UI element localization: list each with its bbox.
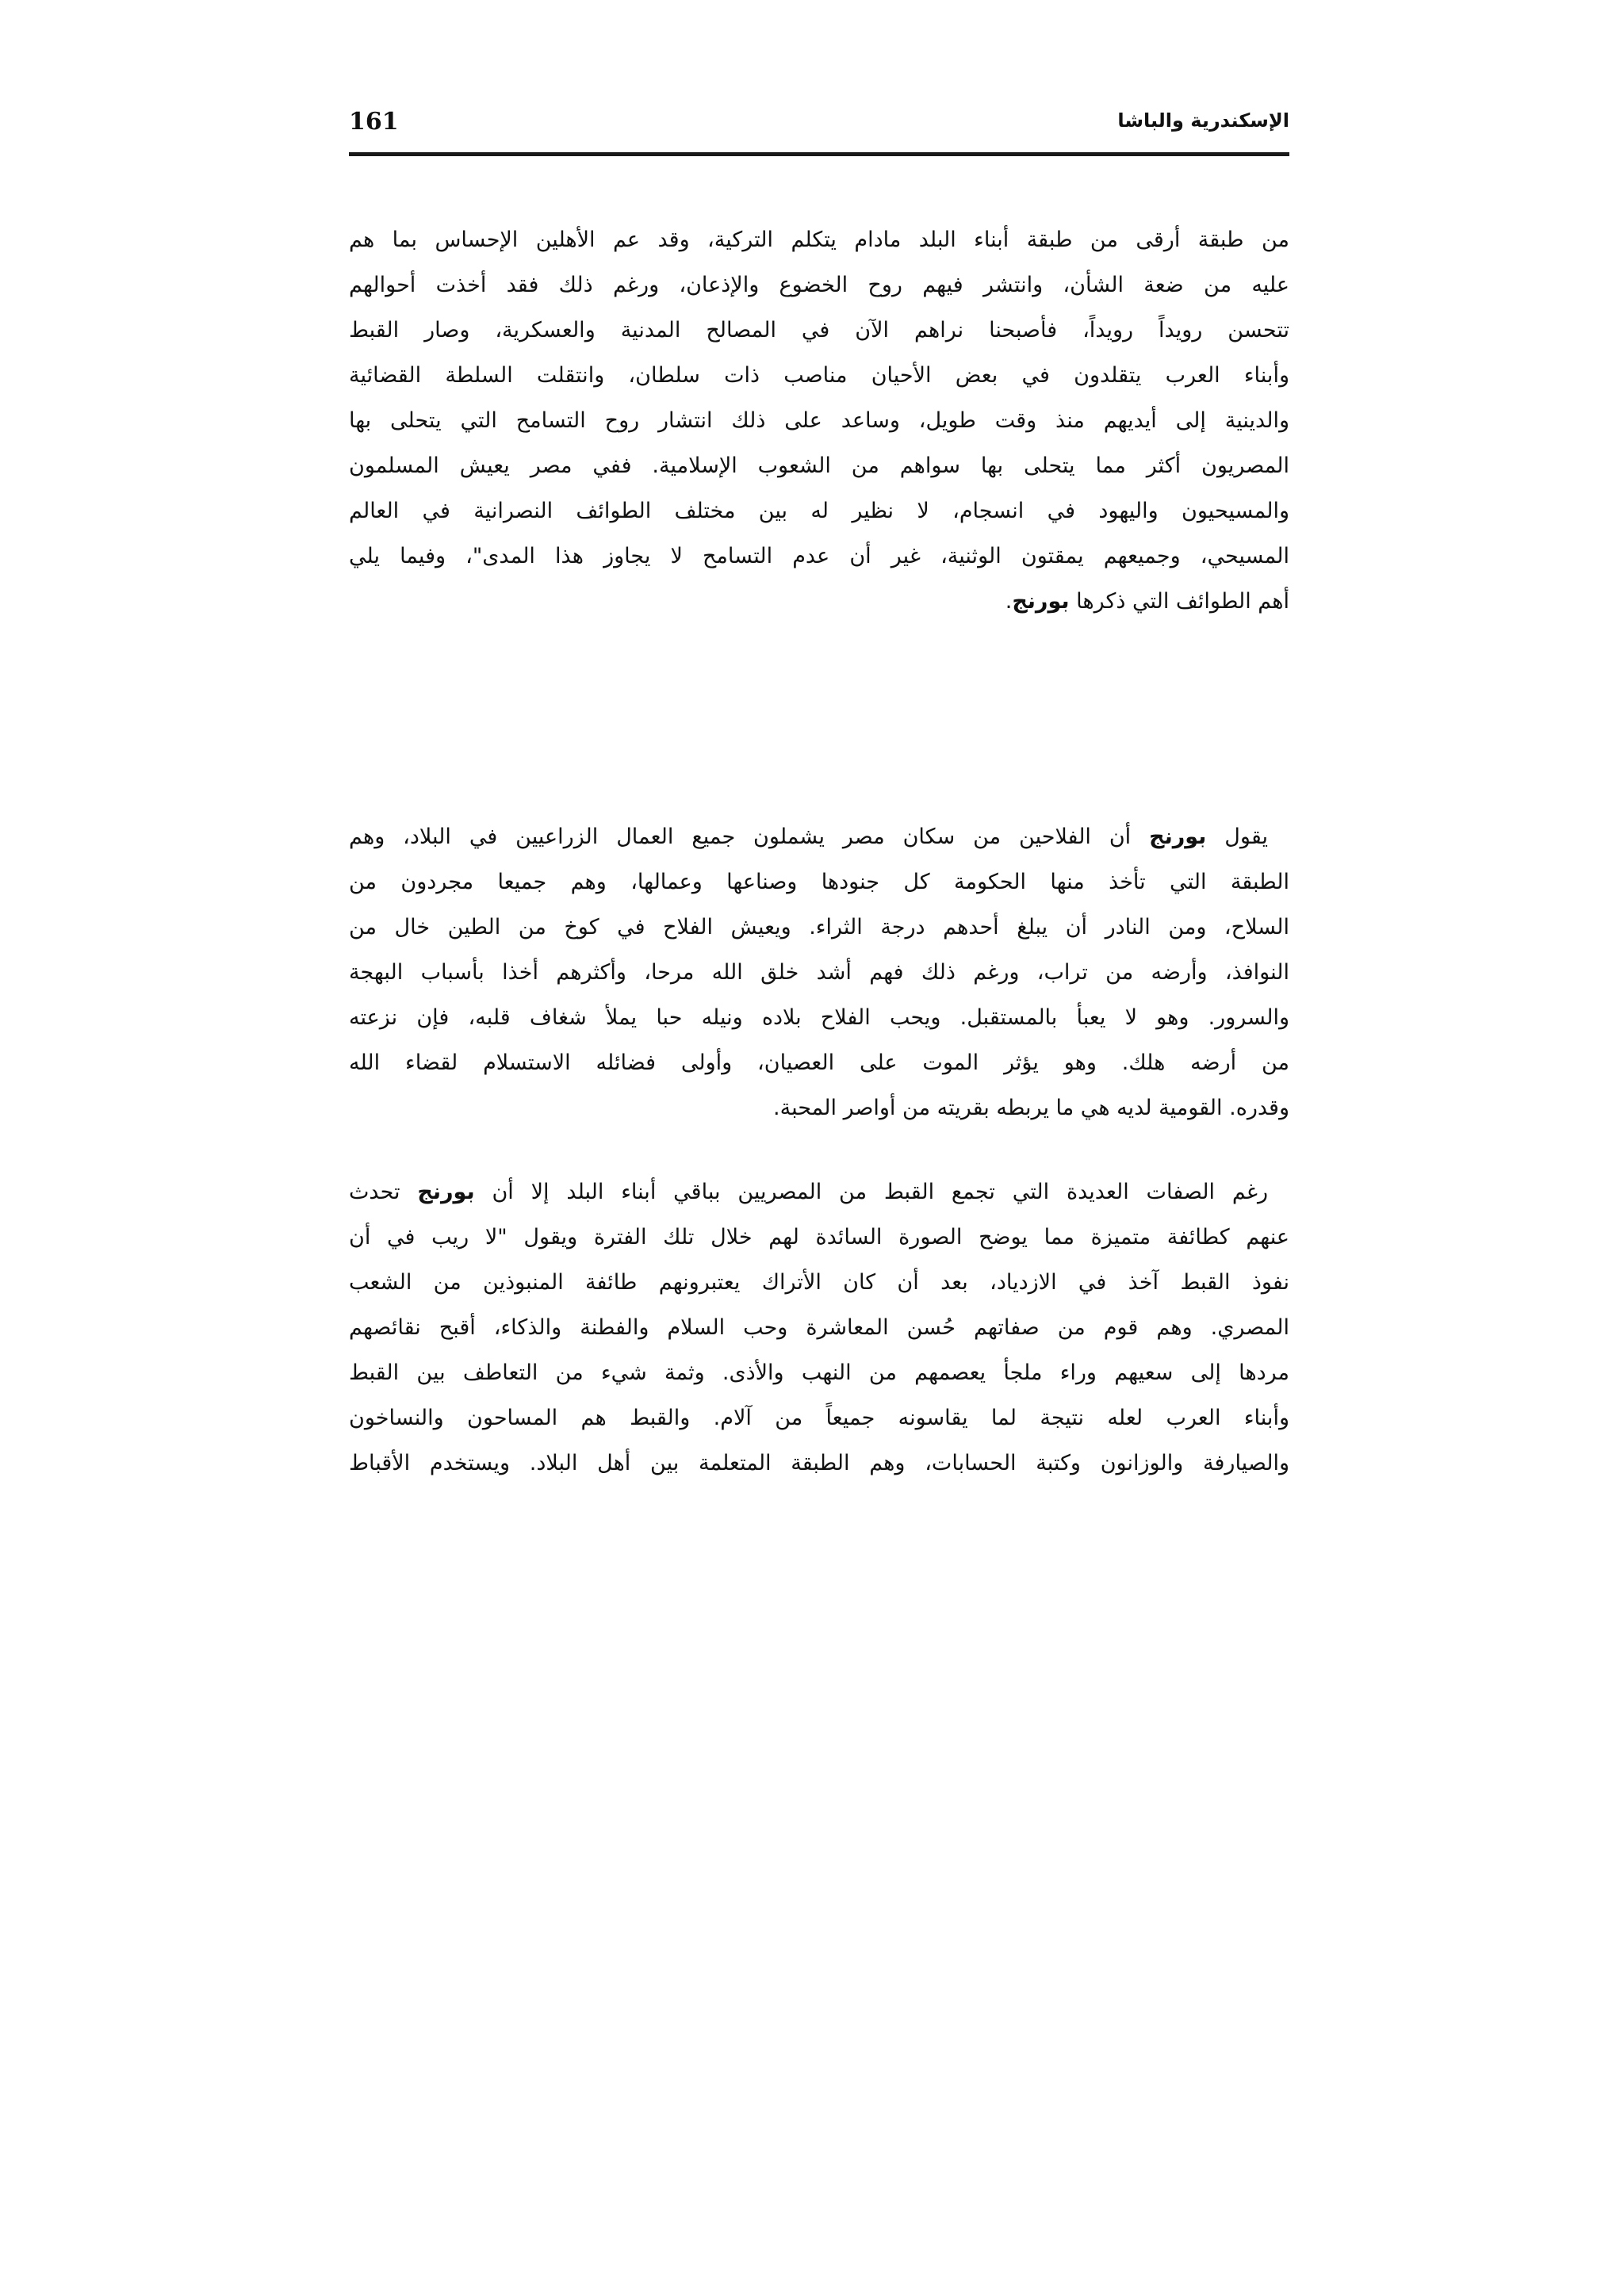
text-line: عنهم كطائفة متميزة مما يوضح الصورة السائدة لهم خلال تلك الفترة ويقول "لا ريب في أن — [349, 1225, 1289, 1249]
text-fragment: يقول — [1206, 825, 1268, 849]
text-line — [349, 579, 1289, 624]
text-fragment: رغم الصفات العديدة التي تجمع القبط من المصريين بباقي أبناء البلد إلا أن — [474, 1180, 1268, 1204]
text-fragment: أهم الطوائف التي ذكرها — [1069, 589, 1289, 614]
paragraph-1 — [349, 217, 1289, 624]
paragraph-3 — [349, 1169, 1289, 1486]
text-line: والمسيحيون واليهود في انسجام، لا نظير له بين مختلف الطوائف النصرانية في العالم — [349, 499, 1289, 523]
text-line: والدينية إلى أيديهم منذ وقت طويل، وساعد على ذلك انتشار روح التسامح التي يتحلى بها — [349, 408, 1289, 433]
text-line: وقدره. القومية لديه هي ما يربطه بقريته من أواصر المحبة. — [773, 1096, 1289, 1120]
text-line — [349, 814, 1289, 859]
text-line: المصري. وهم قوم من صفاتهم حُسن المعاشرة وحب السلام والفطنة والذكاء، أقبح نقائصهم — [349, 1315, 1289, 1340]
page-header — [349, 101, 1289, 156]
text-fragment: أن الفلاحين من سكان مصر يشملون جميع العمال الزراعيين في البلاد، وهم — [349, 825, 1150, 849]
author-name: بورنج — [1149, 825, 1207, 849]
text-line: تتحسن رويداً رويداً، فأصبحنا نراهم الآن في المصالح المدنية والعسكرية، وصار القبط — [349, 318, 1289, 342]
page-number: 161 — [349, 108, 399, 136]
text-line — [349, 1169, 1289, 1215]
text-line: المصريون أكثر مما يتحلى بها سواهم من الشعوب الإسلامية. ففي مصر يعيش المسلمون — [349, 453, 1289, 478]
running-title: الإسكندرية والباشا — [1117, 109, 1289, 132]
text-fragment: . — [1005, 589, 1013, 614]
text-line: الطبقة التي تأخذ منها الحكومة كل جنودها وصناعها وعمالها، وهم جميعا مجردون من — [349, 870, 1289, 894]
text-line: وأبناء العرب يتقلدون في بعض الأحيان مناصب ذات سلطان، وانتقلت السلطة القضائية — [349, 363, 1289, 388]
text-line: نفوذ القبط آخذ في الازدياد، بعد أن كان الأتراك يعتبرونهم طائفة المنبوذين من الشعب — [349, 1270, 1289, 1295]
text-line: وأبناء العرب لعله نتيجة لما يقاسونه جميعاً من آلام. والقبط هم المساحون والنساخون — [349, 1406, 1289, 1430]
text-line: المسيحي، وجميعهم يمقتون الوثنية، غير أن عدم التسامح لا يجاوز هذا المدى"، وفيما يلي — [349, 544, 1289, 568]
text-line: عليه من ضعة الشأن، وانتشر فيهم روح الخضوع والإذعان، ورغم ذلك فقد أخذت أحوالهم — [349, 273, 1289, 297]
text-line: مردها إلى سعيهم وراء ملجأ يعصمهم من النهب والأذى. وثمة شيء من التعاطف بين القبط — [349, 1360, 1289, 1385]
text-line: والسرور. وهو لا يعبأ بالمستقبل. ويحب الفلاح بلاده ونيله حبا يملأ شغاف قلبه، فإن نزعته — [349, 1005, 1289, 1030]
author-name: بورنج — [1012, 589, 1070, 614]
text-line: والصيارفة والوزانون وكتبة الحسابات، وهم الطبقة المتعلمة بين أهل البلاد. ويستخدم الأقباط — [349, 1451, 1289, 1475]
paragraph-2 — [349, 814, 1289, 1131]
author-name: بورنج — [417, 1180, 475, 1204]
text-line: النوافذ، وأرضه من تراب، ورغم ذلك فهم أشد خلق الله مرحا، وأكثرهم أخذا بأسباب البهجة — [349, 960, 1289, 985]
text-line: السلاح، ومن النادر أن يبلغ أحدهم درجة الثراء. ويعيش الفلاح في كوخ من الطين خال من — [349, 915, 1289, 939]
text-line: من طبقة أرقى من طبقة أبناء البلد مادام يتكلم التركية، وقد عم الأهلين الإحساس بما هم — [349, 228, 1289, 252]
text-fragment: تحدث — [349, 1180, 418, 1204]
text-line: من أرضه هلك. وهو يؤثر الموت على العصيان، وأولى فضائله الاستسلام لقضاء الله — [349, 1050, 1289, 1075]
